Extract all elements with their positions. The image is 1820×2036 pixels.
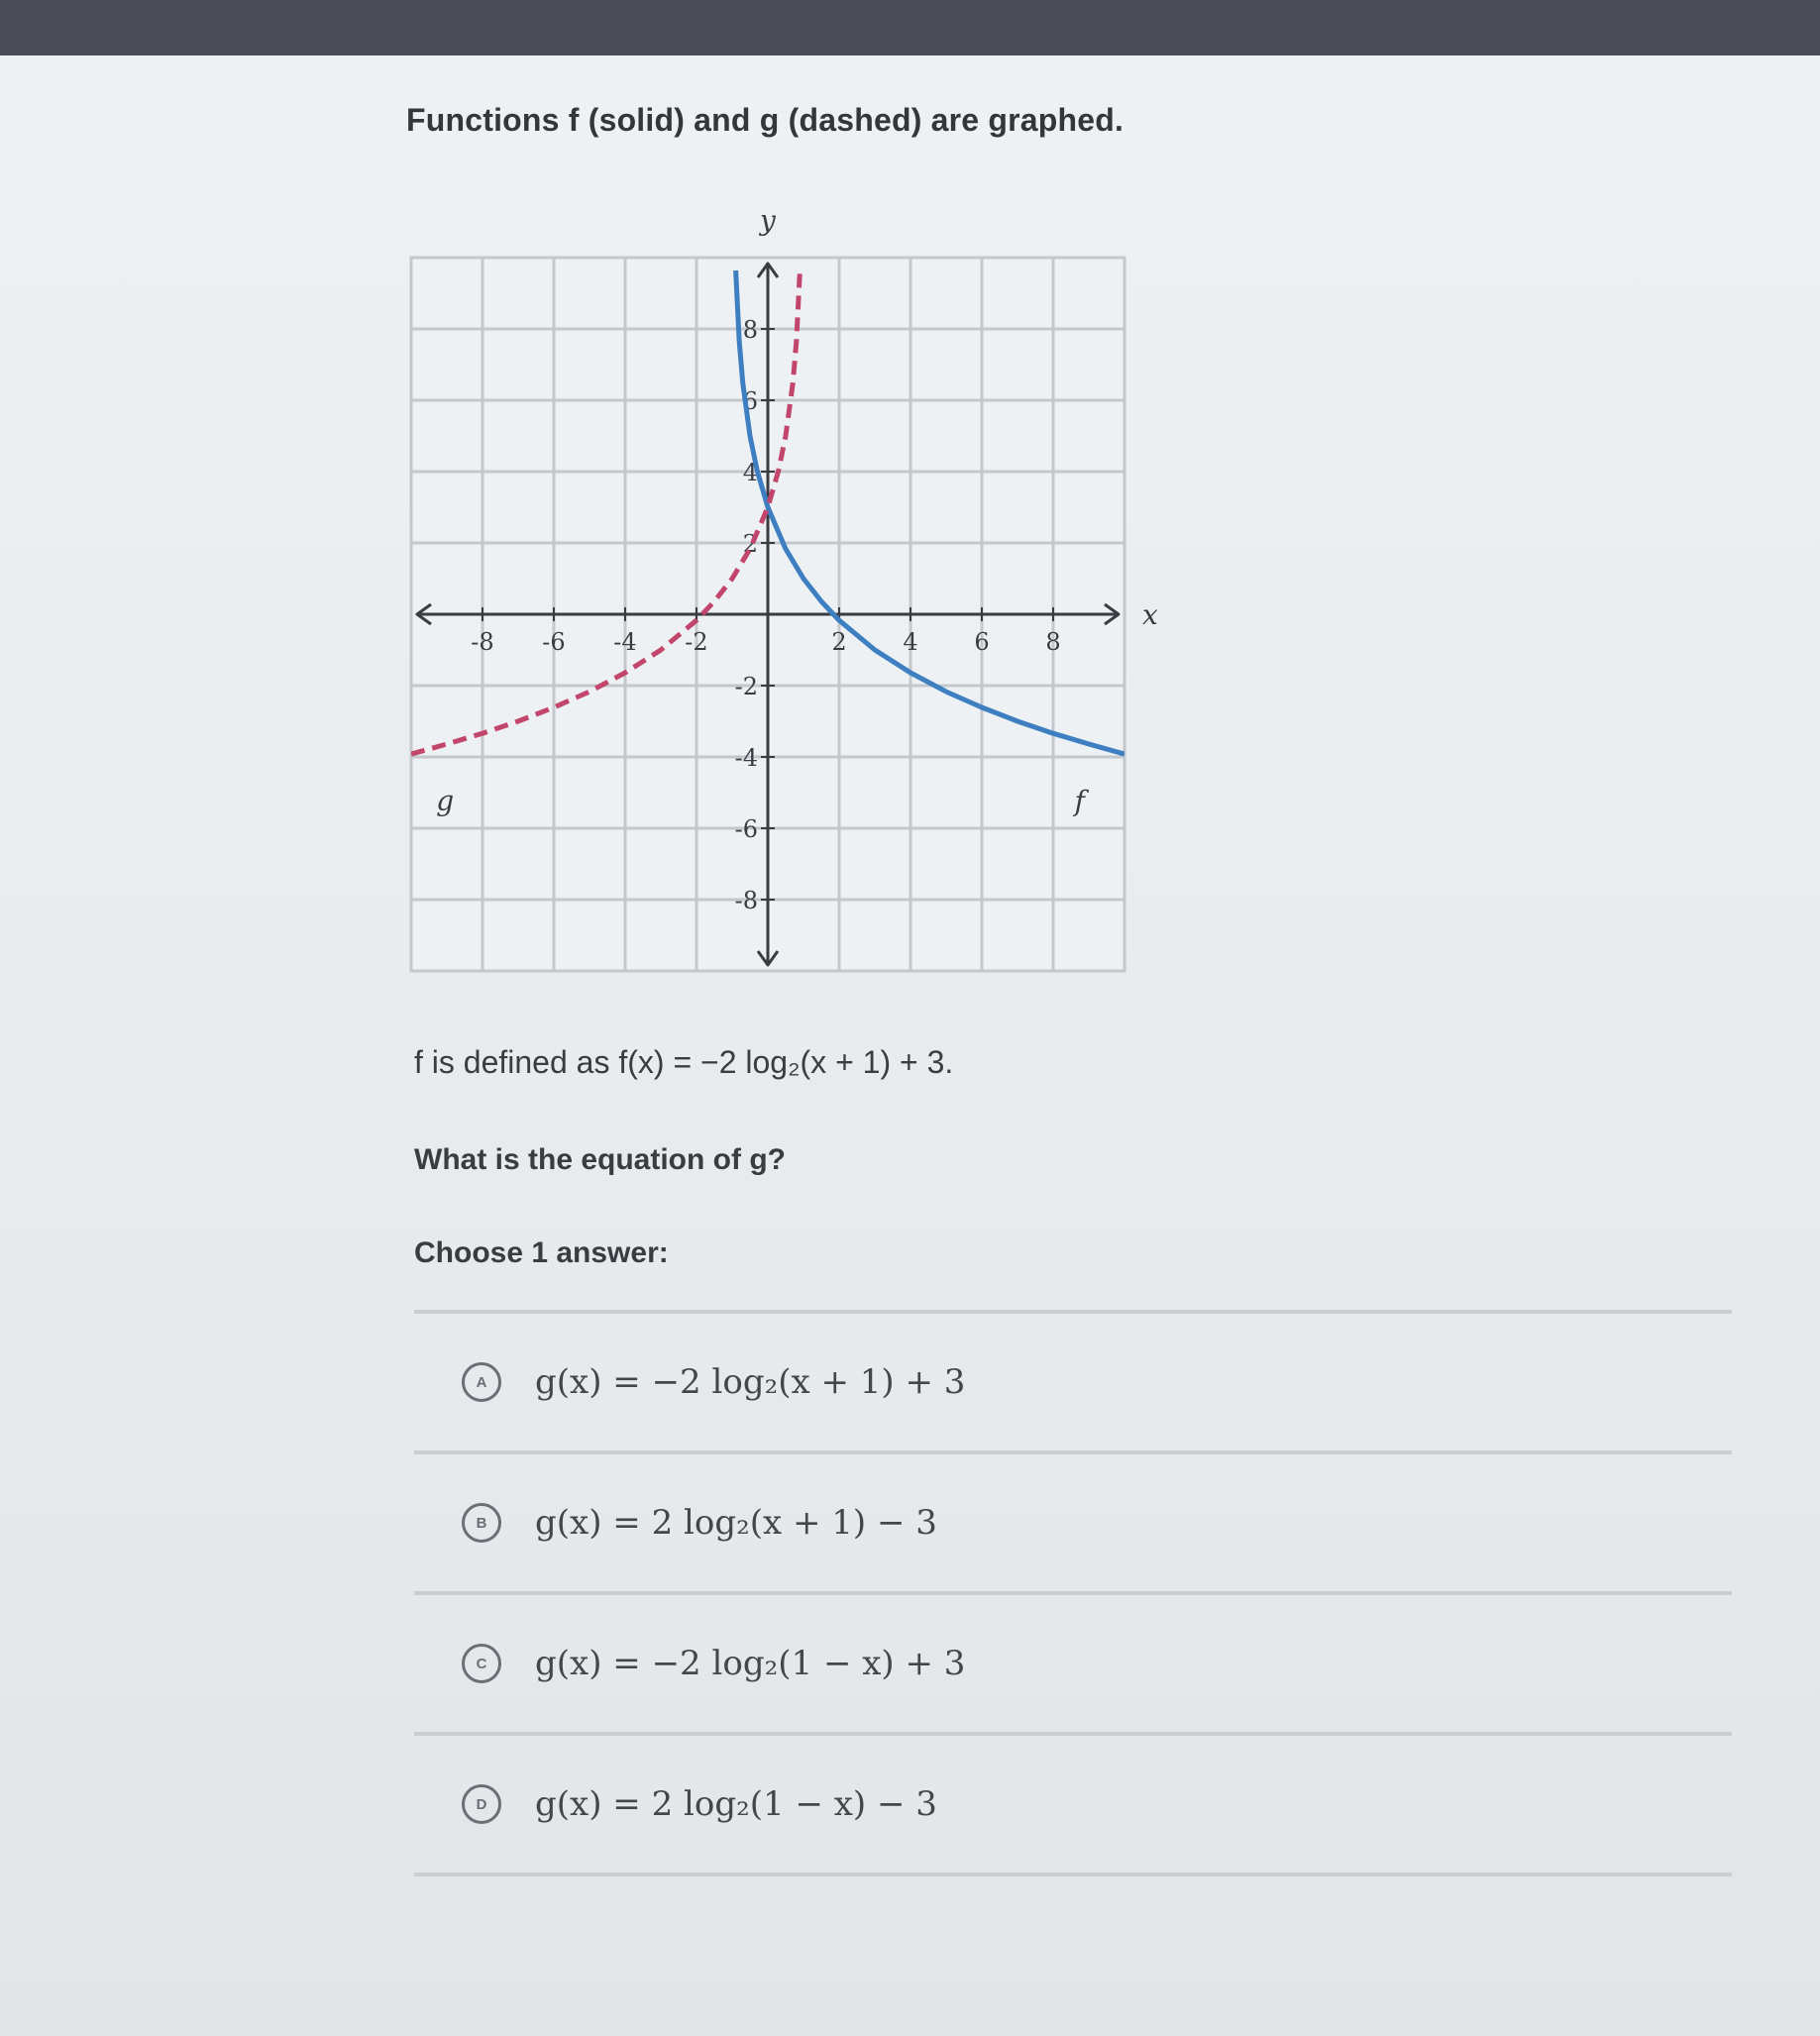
answer-choices [414,1310,1732,1876]
top-bar [0,0,1820,58]
problem-prompt: Functions f (solid) and g (dashed) are graphed. [406,102,1124,138]
x-tick-label: -4 [613,628,637,656]
x-tick-label: -6 [542,628,566,656]
x-tick-label: 6 [974,628,990,656]
choice-c-equation: g(x) = −2 log₂(1 − x) + 3 [535,1644,966,1683]
choice-d-radio[interactable]: D [462,1784,501,1824]
y-tick-label: -4 [734,744,758,772]
g-curve-label: g [436,785,455,817]
x-tick-label: -8 [471,628,494,656]
y-tick-label: 6 [742,387,758,415]
choice-d[interactable] [414,1736,1732,1876]
choice-b-equation: g(x) = 2 log₂(x + 1) − 3 [535,1503,937,1543]
y-tick-label: -8 [734,887,758,914]
y-tick-label: 4 [742,459,758,486]
choose-label: Choose 1 answer: [414,1236,669,1269]
choice-c[interactable] [414,1595,1732,1736]
y-tick-label: 8 [742,316,758,344]
x-axis-label: x [1142,598,1158,631]
y-axis-label: y [760,204,776,237]
x-tick-label: -2 [685,628,708,656]
choice-a-radio[interactable]: A [462,1362,501,1402]
y-tick-label: 2 [742,530,758,558]
x-tick-label: 4 [903,628,918,656]
y-tick-label: -2 [734,673,758,700]
choice-c-radio[interactable]: C [462,1644,501,1683]
choice-b[interactable] [414,1454,1732,1595]
choice-d-equation: g(x) = 2 log₂(1 − x) − 3 [535,1784,937,1824]
f-definition: f is defined as f(x) = −2 log₂(x + 1) + 3. [414,1044,954,1080]
x-tick-label: 8 [1045,628,1061,656]
choice-a-equation: g(x) = −2 log₂(x + 1) + 3 [535,1362,966,1402]
choice-b-radio[interactable]: B [462,1503,501,1543]
function-graph [391,198,1164,1011]
choice-a[interactable] [414,1314,1732,1454]
y-tick-label: -6 [734,815,758,843]
question-text: What is the equation of g? [414,1143,786,1176]
x-tick-label: 2 [831,628,847,656]
f-curve-label: f [1074,785,1085,817]
